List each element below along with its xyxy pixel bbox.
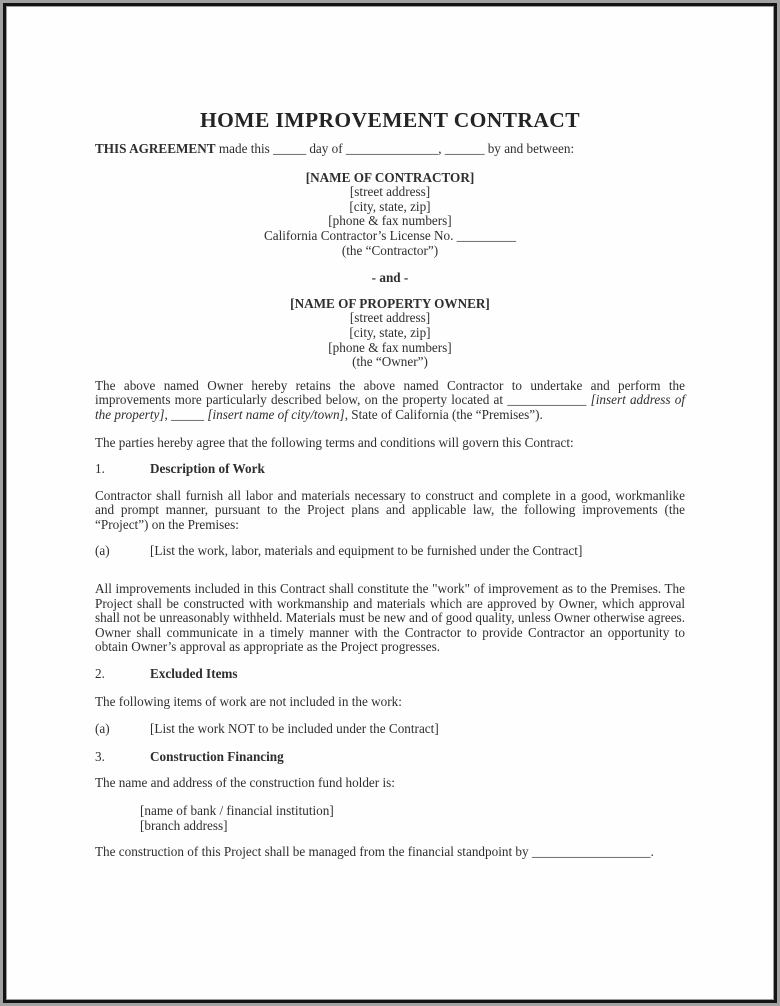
document-title: HOME IMPROVEMENT CONTRACT [200,108,580,132]
and-separator: - and - [371,270,409,286]
retains-italic-2: [insert name of city/town] [207,406,345,422]
section2-item-a-label: (a) [95,721,110,737]
parties-agree-line: The parties hereby agree that the following terms and conditions will govern this Contract: [95,434,574,450]
retains-paragraph [95,379,685,423]
contractor-phone: [phone & fax numbers] [328,213,452,229]
owner-street: [street address] [349,310,431,326]
section1-item-a [95,544,685,559]
owner-city: [city, state, zip] [349,324,431,340]
contractor-name: [NAME OF CONTRACTOR] [305,169,475,185]
owner-block [95,297,685,370]
agreement-intro-line [95,142,685,157]
contractor-street: [street address] [349,184,431,200]
contract-page [7,7,773,999]
section2-item-a-text: [List the work NOT to be included under the Contract] [150,721,439,737]
section1-heading: Description of Work [150,461,265,477]
retains-text-2: , _____ [164,406,208,422]
retains-italic-1: [insert address of the property] [95,392,685,422]
agreement-intro-rest: made this _____ day of ______________, ______ by and between: [215,141,575,156]
owner-phone: [phone & fax numbers] [328,339,452,355]
owner-alias: (the “Owner”) [352,354,428,370]
scan-border-inner [3,3,777,1003]
section1-number: 1. [95,461,105,477]
section2-heading-row [95,667,685,682]
section1-paragraph-1: Contractor shall furnish all labor and materials necessary to construct and complete in a good, workmanlike and prompt manner, pursuant to the Project plans and applicable law, the following improvements (the “Project”) on the Premises: [95,487,685,532]
retains-text-3: , State of California (the “Premises”). [344,406,543,422]
section2-heading: Excluded Items [150,666,238,682]
agreement-intro-bold: THIS AGREEMENT [95,141,216,156]
section2-intro: The following items of work are not included in the work: [95,693,402,709]
bank-block [140,804,685,833]
retains-text-1: The above named Owner hereby retains the above named Contractor to undertake and perform the improvements more particularly described below, on the property located at ____________ [95,377,685,408]
owner-name: [NAME OF PROPERTY OWNER] [290,295,490,311]
section2-item-a [95,722,685,737]
section3-heading: Construction Financing [150,748,284,764]
section3-closing-line: The construction of this Project shall be managed from the financial standpoint by __________________. [95,844,654,860]
section1-item-a-text: [List the work, labor, materials and equipment to be furnished under the Contract] [150,543,583,559]
section1-item-a-label: (a) [95,543,110,559]
contractor-block [95,171,685,259]
bank-branch-line: [branch address] [140,817,228,833]
contractor-alias: (the “Contractor”) [341,242,439,258]
section1-paragraph-2: All improvements included in this Contract shall constitute the "work" of improvement as to the Premises. The Project shall be constructed with workmanship and materials which are approved by Owner, which approval shall not be unreasonably withheld. Materials must be new and of good quality, unless Owner otherwise agrees. Owner shall communicate in a timely manner with the Contractor to provide Contractor an opportunity to obtain Owner’s approval as appropriate as the Project progresses. [95,581,685,655]
section1-heading-row [95,462,685,477]
contractor-city: [city, state, zip] [349,198,431,214]
section3-heading-row [95,750,685,765]
section3-intro: The name and address of the construction fund holder is: [95,775,395,791]
section3-number: 3. [95,748,105,764]
bank-name-line: [name of bank / financial institution] [140,803,334,818]
section2-number: 2. [95,666,105,682]
contractor-license: California Contractor’s License No. _________ [263,227,517,243]
